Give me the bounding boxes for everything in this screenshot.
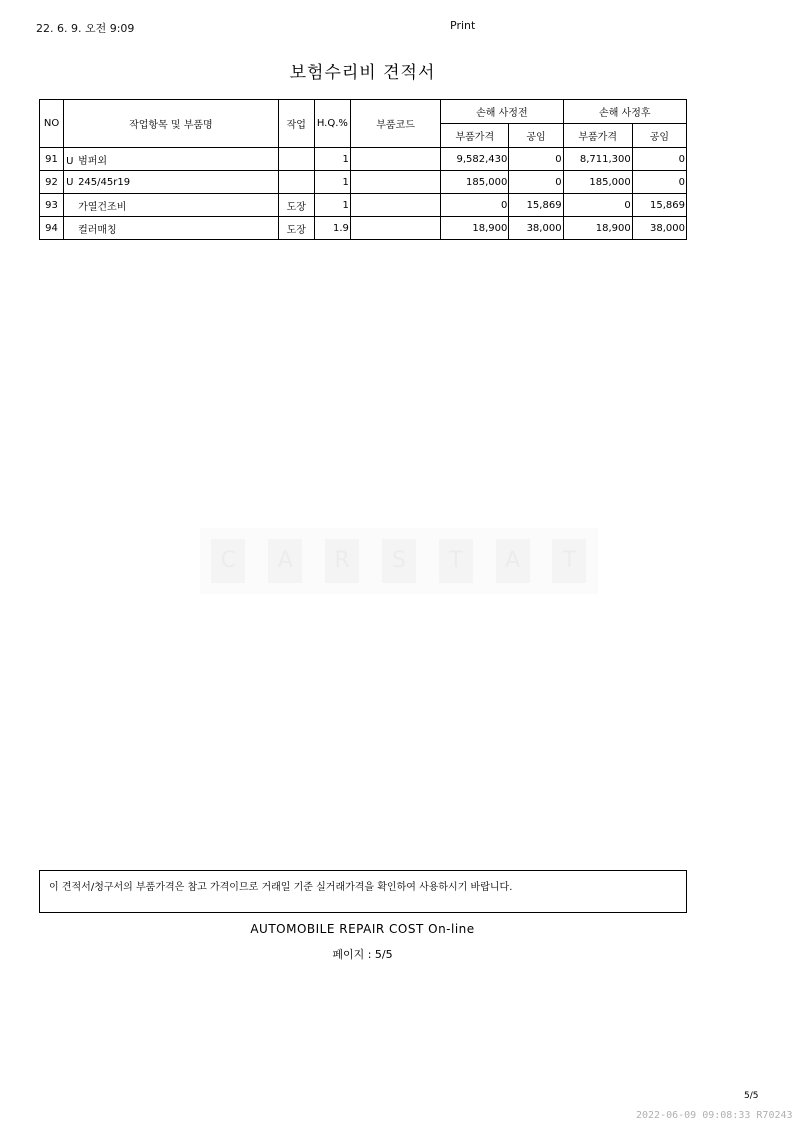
row-before-labor: 0 <box>509 148 563 171</box>
row-before-parts: 185,000 <box>441 171 509 194</box>
group-header-after: 손해 사정후 <box>563 100 686 124</box>
sub-header-after-labor: 공임 <box>632 124 686 148</box>
row-item-name: 컬러매칭 <box>78 224 117 236</box>
col-header-work: 작업 <box>278 100 314 148</box>
watermark-letter: C <box>211 539 245 583</box>
sub-header-before-parts: 부품가격 <box>441 124 509 148</box>
print-label: Print <box>450 19 476 32</box>
watermark-letter: A <box>268 539 302 583</box>
row-after-parts: 0 <box>563 194 632 217</box>
watermark-letter: R <box>325 539 359 583</box>
row-before-parts: 18,900 <box>441 217 509 240</box>
row-hq: 1 <box>314 148 350 171</box>
print-stamp: 2022-06-09 09:08:33 R70243 <box>636 1110 793 1121</box>
row-item-name: 범퍼외 <box>78 155 108 167</box>
row-before-parts: 0 <box>441 194 509 217</box>
document-title: 보험수리비 견적서 <box>289 63 436 83</box>
col-header-code: 부품코드 <box>350 100 440 148</box>
col-header-item: 작업항목 및 부품명 <box>64 100 279 148</box>
row-after-parts: 8,711,300 <box>563 148 632 171</box>
row-after-parts: 18,900 <box>563 217 632 240</box>
row-hq: 1 <box>314 194 350 217</box>
row-item <box>64 171 279 194</box>
row-flag: U <box>66 176 74 188</box>
watermark-letter: S <box>382 539 416 583</box>
row-before-labor: 15,869 <box>509 194 563 217</box>
row-before-labor: 0 <box>509 171 563 194</box>
row-item <box>64 217 279 240</box>
row-item-name: 가열건조비 <box>78 201 127 213</box>
estimate-table <box>39 99 687 240</box>
table-row <box>40 171 687 194</box>
col-header-no: NO <box>40 100 64 148</box>
row-work: 도장 <box>278 217 314 240</box>
table-row <box>40 194 687 217</box>
table-row <box>40 148 687 171</box>
row-flag: U <box>66 155 74 167</box>
watermark-letter: T <box>552 539 586 583</box>
row-before-parts: 9,582,430 <box>441 148 509 171</box>
group-header-before: 손해 사정전 <box>441 100 563 124</box>
row-after-labor: 38,000 <box>632 217 686 240</box>
row-after-labor: 15,869 <box>632 194 686 217</box>
row-before-labor: 38,000 <box>509 217 563 240</box>
col-header-hq: H.Q.% <box>314 100 350 148</box>
watermark-logo <box>200 528 598 594</box>
print-date: 22. 6. 9. 오전 9:09 <box>36 22 135 35</box>
row-work: 도장 <box>278 194 314 217</box>
row-code <box>350 217 440 240</box>
row-code <box>350 148 440 171</box>
system-title: AUTOMOBILE REPAIR COST On-line <box>250 922 475 936</box>
table-row <box>40 217 687 240</box>
row-code <box>350 171 440 194</box>
watermark-letter: A <box>496 539 530 583</box>
row-hq: 1 <box>314 171 350 194</box>
row-item <box>64 194 279 217</box>
row-after-labor: 0 <box>632 148 686 171</box>
row-no: 94 <box>40 217 64 240</box>
row-no: 91 <box>40 148 64 171</box>
row-hq: 1.9 <box>314 217 350 240</box>
watermark-letter: T <box>439 539 473 583</box>
row-item-name: 245/45r19 <box>78 176 131 188</box>
page-indicator: 페이지 : 5/5 <box>332 948 393 961</box>
row-after-parts: 185,000 <box>563 171 632 194</box>
row-work <box>278 171 314 194</box>
notice-text: 이 견적서/청구서의 부품가격은 참고 가격이므로 거래일 기준 실거래가격을 확인하여 사용하시기 바랍니다. <box>49 882 513 893</box>
row-code <box>350 194 440 217</box>
notice-box <box>39 870 687 913</box>
row-no: 92 <box>40 171 64 194</box>
row-work <box>278 148 314 171</box>
row-no: 93 <box>40 194 64 217</box>
row-item <box>64 148 279 171</box>
sub-header-after-parts: 부품가격 <box>563 124 632 148</box>
row-after-labor: 0 <box>632 171 686 194</box>
table-header-row <box>40 100 687 124</box>
page-number: 5/5 <box>744 1091 759 1101</box>
sub-header-before-labor: 공임 <box>509 124 563 148</box>
